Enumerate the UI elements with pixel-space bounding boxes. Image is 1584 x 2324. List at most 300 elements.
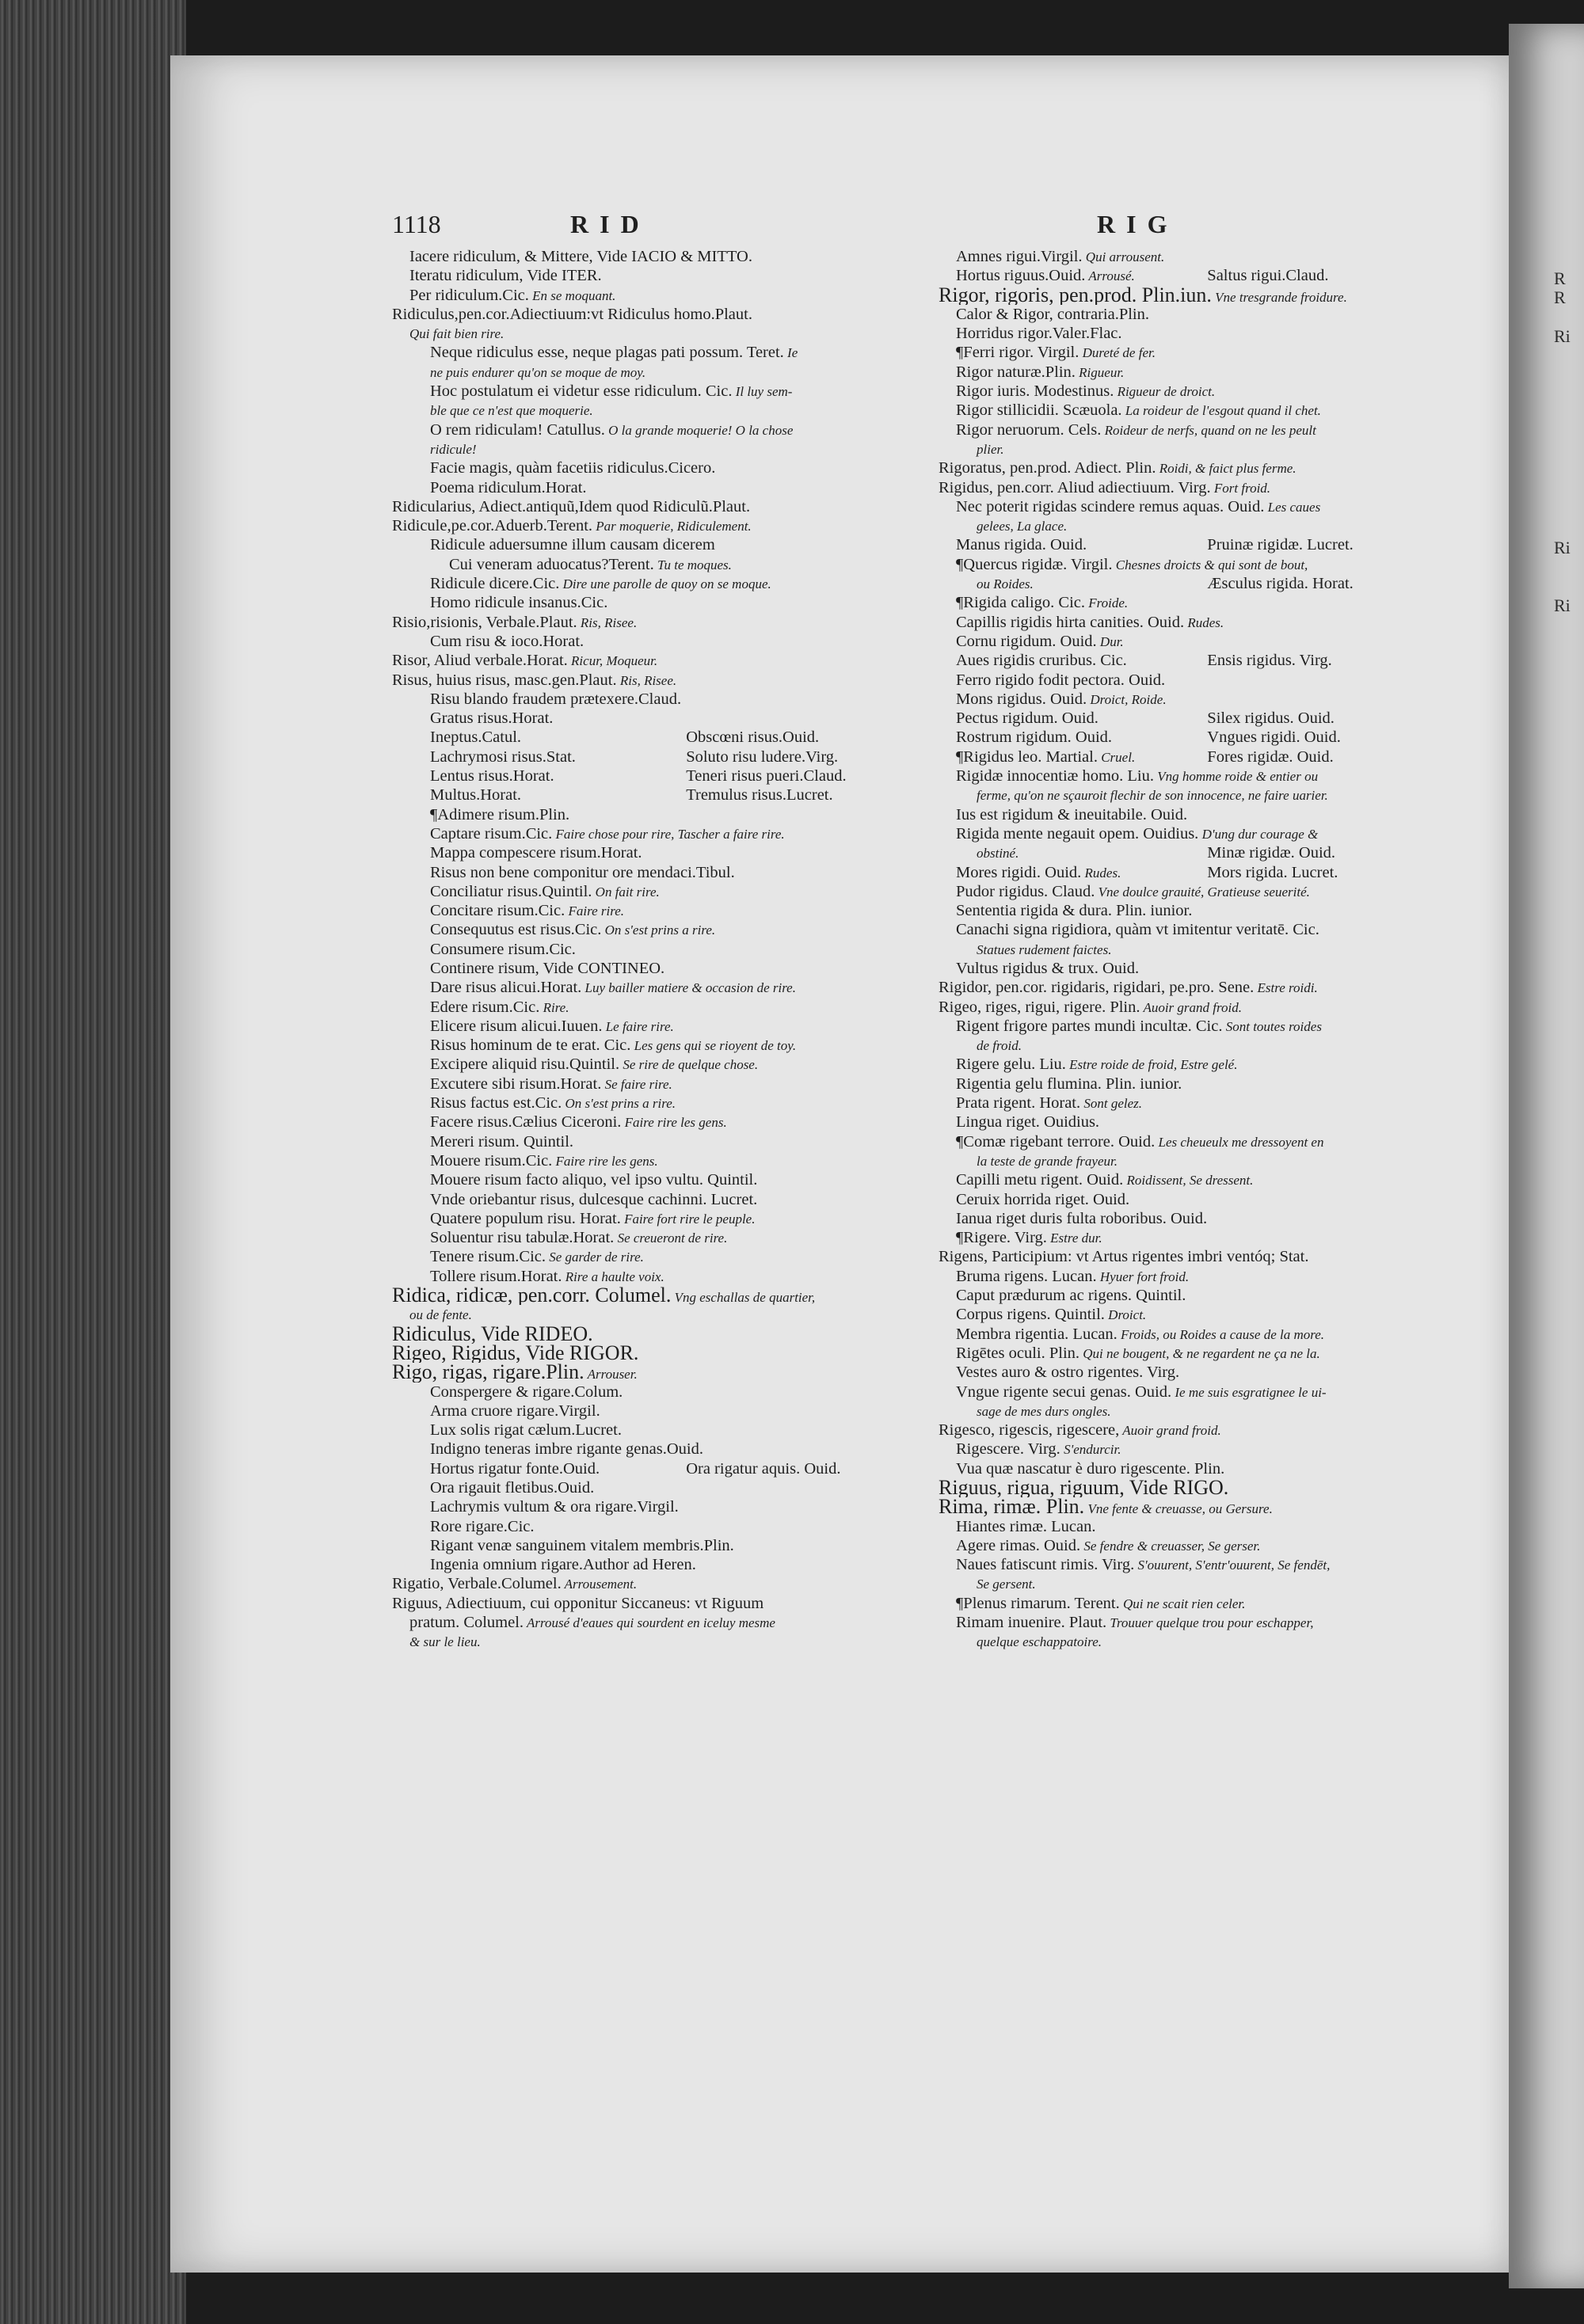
dictionary-line: [939, 1536, 1402, 1555]
dictionary-line: [392, 305, 899, 324]
latin-text: ¶Ferri rigor. Virgil.: [956, 344, 1079, 362]
french-gloss: Se rire de quelque chose.: [619, 1057, 759, 1073]
dictionary-line: [392, 363, 899, 382]
french-gloss: ne puis endurer qu'on se moque de moy.: [430, 364, 646, 380]
dictionary-line: [939, 1017, 1402, 1036]
latin-text: Ferro rigido fodit pectora. Ouid.: [956, 671, 1166, 689]
dictionary-line: [392, 1132, 899, 1151]
french-gloss: Le faire rire.: [602, 1018, 674, 1034]
french-gloss: Faire rire les gens.: [552, 1153, 658, 1169]
margin-letter: [1554, 308, 1571, 327]
dictionary-line: [939, 555, 1402, 574]
french-gloss: Ie me suis esgratignee le ui-: [1171, 1384, 1327, 1400]
french-gloss: Dur.: [1096, 633, 1124, 649]
latin-text: Iteratu ridiculum, Vide ITER.: [409, 267, 602, 285]
dictionary-line: [939, 439, 1402, 458]
margin-letter: [1554, 404, 1571, 423]
french-gloss: Roidissent, Se dressent.: [1123, 1173, 1254, 1189]
french-gloss: gelees, La glace.: [977, 519, 1068, 534]
latin-text: Ridicularius, Adiect.antiquũ,Idem quod Ridiculũ.Plaut.: [392, 497, 751, 515]
dictionary-line: [392, 1094, 899, 1113]
latin-text-secondary: Tremulus risus.Lucret.: [686, 786, 833, 804]
dictionary-line: [939, 1325, 1402, 1344]
latin-text-secondary: Ensis rigidus. Virg.: [1207, 652, 1332, 670]
french-gloss: Sont toutes roides: [1222, 1018, 1322, 1034]
latin-text: Rigor iuris. Modestinus.: [956, 382, 1114, 401]
dictionary-line: [392, 882, 899, 901]
latin-text: Rigere gelu. Liu.: [956, 1055, 1066, 1074]
dictionary-line: [939, 978, 1402, 997]
dictionary-line: [392, 1613, 899, 1632]
dictionary-line: [392, 1459, 899, 1478]
latin-text: Rigentia gelu flumina. Plin. iunior.: [956, 1075, 1182, 1093]
french-gloss: Vne tresgrande froidure.: [1211, 289, 1347, 305]
latin-text: Rigor, rigoris, pen.prod. Plin.iun.: [939, 285, 1212, 305]
latin-text: Neque ridiculus esse, neque plagas pati possum. Teret.: [430, 344, 784, 362]
latin-text: Pectus rigidum. Ouid.: [956, 709, 1099, 728]
dictionary-line: [939, 1190, 1402, 1209]
dictionary-line: [392, 843, 899, 862]
latin-text: Pudor rigidus. Claud.: [956, 882, 1095, 900]
dictionary-line: [392, 1209, 899, 1228]
latin-text: Soluentur risu tabulæ.Horat.: [430, 1229, 615, 1247]
latin-text: Capilli metu rigent. Ouid.: [956, 1171, 1124, 1189]
french-gloss: Dureté de fer.: [1079, 345, 1156, 361]
latin-text-secondary: Fores rigidæ. Ouid.: [1207, 747, 1334, 766]
latin-text: Rigor naturæ.Plin.: [956, 363, 1076, 381]
french-gloss: sage de mes durs ongles.: [977, 1403, 1111, 1419]
latin-text: Hortus rigatur fonte.Ouid.: [430, 1459, 600, 1478]
latin-text: Aues rigidis cruribus. Cic.: [956, 652, 1127, 670]
latin-text: Lachrymis vultum & ora rigare.Virgil.: [430, 1498, 679, 1516]
dictionary-line: [392, 1440, 899, 1459]
latin-text: Per ridiculum.Cic.: [409, 286, 529, 304]
french-gloss: On s'est prins a rire.: [601, 922, 716, 938]
dictionary-line: [392, 1574, 899, 1593]
book-edge: [0, 0, 186, 2324]
dictionary-line: [392, 901, 899, 920]
french-gloss: Faire chose pour rire, Tascher a faire rire.: [552, 826, 785, 842]
dictionary-line: [939, 1305, 1402, 1324]
latin-text: Lux solis rigat cælum.Lucret.: [430, 1421, 622, 1440]
dictionary-line: [939, 1421, 1402, 1440]
latin-text: Rigeo, riges, rigui, rigere. Plin.: [939, 998, 1140, 1016]
dictionary-line: [392, 1497, 899, 1516]
latin-text-secondary: Vngues rigidi. Ouid.: [1207, 728, 1341, 747]
latin-text: Tollere risum.Horat.: [430, 1267, 562, 1285]
latin-text: Facere risus.Cælius Ciceroni.: [430, 1113, 622, 1132]
latin-text: Mereri risum. Quintil.: [430, 1132, 574, 1151]
margin-letter: [1554, 519, 1571, 538]
latin-text: Rigeo, Rigidus, Vide RIGOR.: [392, 1343, 639, 1364]
dictionary-line: [392, 1036, 899, 1055]
margin-letter: [1554, 346, 1571, 365]
dictionary-line: [939, 1497, 1402, 1516]
dictionary-line: [392, 940, 899, 959]
latin-text: Risu blando fraudem prætexere.Claud.: [430, 690, 682, 708]
latin-text: ¶Adimere risum.Plin.: [430, 805, 570, 823]
dictionary-line: [939, 1151, 1402, 1170]
latin-text-secondary: Æsculus rigida. Horat.: [1207, 575, 1354, 593]
dictionary-line: [392, 1363, 899, 1382]
latin-text: Vngue rigente secui genas. Ouid.: [956, 1383, 1172, 1401]
french-gloss: Rire.: [539, 999, 569, 1015]
french-gloss: Rire a haulte voix.: [562, 1269, 664, 1284]
latin-text: Rigida mente negauit opem. Ouidius.: [956, 824, 1199, 842]
dictionary-line: [392, 1555, 899, 1574]
latin-text: Capillis rigidis hirta canities. Ouid.: [956, 613, 1185, 631]
latin-text: Nec poterit rigidas scindere remus aquas. Ouid.: [956, 497, 1265, 515]
latin-text: Rigo, rigas, rigare.Plin.: [392, 1363, 584, 1383]
dictionary-line: [939, 1402, 1402, 1421]
french-gloss: ou Roides.: [977, 576, 1034, 592]
french-gloss: Les caues: [1264, 499, 1321, 515]
latin-text: Canachi signa rigidiora, quàm vt imitentur veritatē. Cic.: [956, 921, 1319, 939]
french-gloss: Vng eschallas de quartier,: [671, 1290, 816, 1306]
latin-text: Hiantes rimæ. Lucan.: [956, 1517, 1096, 1535]
dictionary-line: [939, 632, 1402, 651]
latin-text: Rima, rimæ. Plin.: [939, 1497, 1085, 1517]
latin-text: Cornu rigidum. Ouid.: [956, 632, 1097, 650]
latin-text: Rigatio, Verbale.Columel.: [392, 1575, 562, 1593]
latin-text-secondary: Silex rigidus. Ouid.: [1207, 709, 1335, 728]
french-gloss: Statues rudement faictes.: [977, 941, 1112, 957]
dictionary-line: [392, 497, 899, 516]
latin-text-secondary: Saltus rigui.Claud.: [1207, 267, 1329, 285]
dictionary-line: [392, 920, 899, 939]
dictionary-line: [392, 1325, 899, 1344]
french-gloss: Ricur, Moqueur.: [567, 653, 658, 669]
latin-text: Concitare risum.Cic.: [430, 902, 565, 920]
dictionary-line: [939, 1594, 1402, 1613]
french-gloss: Par moquerie, Ridiculement.: [592, 519, 752, 534]
dictionary-line: [939, 1613, 1402, 1632]
french-gloss: Qui arrousent.: [1082, 249, 1165, 264]
dictionary-line: [392, 382, 899, 401]
french-gloss: ferme, qu'on ne sçauroit flechir de son innocence, ne faire uarier.: [977, 788, 1328, 804]
dictionary-line: [939, 1574, 1402, 1593]
dictionary-line: [939, 1267, 1402, 1286]
french-gloss: S'endurcir.: [1060, 1442, 1121, 1458]
dictionary-line: [939, 247, 1402, 266]
latin-text: Iacere ridiculum, & Mittere, Vide IACIO & MITTO.: [409, 248, 752, 265]
adjacent-page-edge: [1509, 24, 1584, 2288]
dictionary-line: [392, 998, 899, 1017]
latin-text: Indigno teneras imbre rigante genas.Ouid.: [430, 1440, 703, 1459]
margin-letter: Ri: [1554, 595, 1571, 616]
latin-text: pratum. Columel.: [409, 1614, 524, 1632]
dictionary-line: [939, 882, 1402, 901]
dictionary-line: [939, 1344, 1402, 1363]
dictionary-line: [392, 286, 899, 305]
dictionary-line: [939, 709, 1402, 728]
latin-text: Rigescere. Virg.: [956, 1440, 1060, 1459]
dictionary-line: [392, 690, 899, 709]
dictionary-line: [392, 613, 899, 632]
french-gloss: Ie: [783, 345, 798, 361]
dictionary-line: [939, 516, 1402, 535]
french-gloss: Rigueur de droict.: [1114, 384, 1216, 400]
dictionary-line: [939, 382, 1402, 401]
dictionary-line: [392, 1478, 899, 1497]
french-gloss: Faire fort rire le peuple.: [620, 1211, 756, 1227]
dictionary-line: [939, 1632, 1402, 1651]
margin-letter: R: [1554, 287, 1566, 308]
french-gloss: Il luy sem-: [732, 384, 793, 400]
french-gloss: & sur le lieu.: [409, 1634, 481, 1650]
french-gloss: Arrouser.: [584, 1367, 638, 1383]
latin-text-secondary: Obscœni risus.Ouid.: [686, 728, 820, 747]
latin-text: Rigor stillicidii. Scæuola.: [956, 401, 1122, 420]
latin-text: Risus factus est.Cic.: [430, 1094, 562, 1113]
french-gloss: de froid.: [977, 1038, 1022, 1054]
french-gloss: Chesnes droicts & qui sont de bout,: [1112, 557, 1308, 572]
french-gloss: Tu te moques.: [653, 557, 732, 572]
page-number: 1118: [392, 210, 441, 238]
dictionary-line: [392, 420, 899, 439]
right-column: [939, 247, 1402, 1652]
margin-letter: Ri: [1554, 538, 1571, 558]
dictionary-line: [939, 1132, 1402, 1151]
latin-text: Consumere risum.Cic.: [430, 940, 576, 958]
french-gloss: ble que ce n'est que moquerie.: [430, 403, 593, 419]
latin-text: Risus hominum de te erat. Cic.: [430, 1036, 631, 1055]
french-gloss: D'ung dur courage &: [1198, 826, 1319, 842]
french-gloss: Vne doulce grauité, Gratieuse seuerité.: [1095, 884, 1310, 900]
french-gloss: Rigueur.: [1075, 364, 1125, 380]
french-gloss: Trouuer quelque trou pour eschapper,: [1106, 1615, 1314, 1631]
latin-text: Amnes rigui.Virgil.: [956, 248, 1083, 265]
next-page-margin-letters: [1554, 269, 1571, 615]
latin-text: Rostrum rigidum. Ouid.: [956, 728, 1113, 747]
french-gloss: Estre roide de froid, Estre gelé.: [1065, 1057, 1238, 1073]
latin-text: Rigidæ innocentiæ homo. Liu.: [956, 767, 1154, 785]
dictionary-line: [392, 1190, 899, 1209]
dictionary-line: [392, 1536, 899, 1555]
latin-text: Prata rigent. Horat.: [956, 1094, 1081, 1113]
latin-text: Vnde oriebantur risus, dulcesque cachinni. Lucret.: [430, 1190, 758, 1208]
latin-text: Ingenia omnium rigare.Author ad Heren.: [430, 1556, 696, 1574]
latin-text: Vua quæ nascatur è duro rigescente. Plin.: [956, 1459, 1225, 1478]
latin-text: Multus.Horat.: [430, 786, 522, 804]
margin-letter: R: [1554, 268, 1566, 288]
latin-text: Lingua riget. Ouidius.: [956, 1113, 1100, 1132]
french-gloss: Droict, Roide.: [1087, 691, 1167, 707]
dictionary-line: [392, 458, 899, 477]
french-gloss: Arrousé.: [1085, 268, 1135, 284]
dictionary-line: [392, 1594, 899, 1613]
latin-text: Ridica, ridicæ, pen.corr. Columel.: [392, 1286, 672, 1306]
french-gloss: quelque eschappatoire.: [977, 1634, 1102, 1650]
dictionary-line: [392, 574, 899, 593]
dictionary-line: [939, 785, 1402, 804]
dictionary-line: [939, 998, 1402, 1017]
french-gloss: Ris, Risee.: [577, 614, 638, 630]
latin-text: Rore rigare.Cic.: [430, 1517, 535, 1535]
margin-letter: [1554, 557, 1571, 576]
margin-letter: [1554, 462, 1571, 481]
french-gloss: On s'est prins a rire.: [562, 1096, 676, 1112]
latin-text: ¶Rigere. Virg.: [956, 1229, 1047, 1247]
dictionary-line: [392, 516, 899, 535]
dictionary-line: [939, 1094, 1402, 1113]
dictionary-line: [392, 1113, 899, 1132]
french-gloss: Roidi, & faict plus ferme.: [1156, 461, 1297, 477]
latin-text: Facie magis, quàm facetiis ridiculus.Cicero.: [430, 459, 716, 477]
french-gloss: Hyuer fort froid.: [1096, 1269, 1190, 1284]
latin-text: Cui veneram aduocatus?Terent.: [449, 555, 654, 573]
french-gloss: S'ouurent, S'entr'ouurent, Se fendēt,: [1134, 1558, 1331, 1573]
dictionary-line: [392, 805, 899, 824]
latin-text: Riguus, Adiectiuum, cui opponitur Siccaneus: vt Riguum: [392, 1594, 764, 1612]
french-gloss: Droict.: [1104, 1307, 1147, 1323]
dictionary-line: [939, 959, 1402, 978]
latin-text: Mouere risum.Cic.: [430, 1151, 553, 1170]
latin-text: ¶Quercus rigidæ. Virgil.: [956, 555, 1113, 573]
latin-text: Tenere risum.Cic.: [430, 1248, 546, 1266]
latin-text: Rigētes oculi. Plin.: [956, 1344, 1080, 1362]
dictionary-line: [392, 401, 899, 420]
latin-text: Ora rigauit fletibus.Ouid.: [430, 1479, 595, 1497]
latin-text-secondary: Minæ rigidæ. Ouid.: [1207, 844, 1336, 862]
latin-text: Rigoratus, pen.prod. Adiect. Plin.: [939, 459, 1156, 477]
french-gloss: plier.: [977, 441, 1004, 457]
latin-text: Elicere risum alicui.Iuuen.: [430, 1017, 603, 1035]
dictionary-line: [939, 343, 1402, 362]
latin-text: Captare risum.Cic.: [430, 824, 553, 842]
french-gloss: Se creueront de rire.: [614, 1230, 728, 1246]
french-gloss: obstiné.: [977, 846, 1019, 862]
dictionary-line: [392, 1517, 899, 1536]
french-gloss: Estre dur.: [1046, 1230, 1102, 1246]
latin-text: ¶Comæ rigebant terrore. Ouid.: [956, 1132, 1156, 1151]
dictionary-line: [939, 1055, 1402, 1074]
latin-text-secondary: Pruinæ rigidæ. Lucret.: [1207, 536, 1354, 554]
french-gloss: Faire rire les gens.: [621, 1115, 727, 1131]
dictionary-line: [392, 247, 899, 266]
latin-text: Mouere risum facto aliquo, vel ipso vultu. Quintil.: [430, 1171, 758, 1189]
dictionary-line: [939, 805, 1402, 824]
dictionary-line: [392, 1017, 899, 1036]
latin-text-secondary: Mors rigida. Lucret.: [1207, 863, 1338, 881]
dictionary-line: [939, 1383, 1402, 1402]
dictionary-line: [939, 1478, 1402, 1497]
dictionary-line: [939, 1170, 1402, 1189]
latin-text-secondary: Soluto risu ludere.Virg.: [686, 747, 839, 766]
latin-text: Sententia rigida & dura. Plin. iunior.: [956, 902, 1193, 920]
dictionary-line: [392, 1267, 899, 1286]
latin-text: Rigor neruorum. Cels.: [956, 420, 1102, 439]
latin-text: Manus rigida. Ouid.: [956, 536, 1087, 554]
dictionary-line: [939, 420, 1402, 439]
margin-letter: [1554, 443, 1571, 462]
latin-text: Ius est rigidum & ineuitabile. Ouid.: [956, 805, 1188, 823]
dictionary-line: [939, 1363, 1402, 1382]
margin-letter: [1554, 577, 1571, 596]
french-gloss: Arrousement.: [561, 1577, 638, 1592]
latin-text: Rimam inuenire. Plaut.: [956, 1614, 1107, 1632]
dictionary-line: [939, 651, 1402, 670]
latin-text: ¶Rigida caligo. Cic.: [956, 594, 1086, 612]
latin-text: Excipere aliquid risu.Quintil.: [430, 1055, 620, 1074]
dictionary-line: [939, 671, 1402, 690]
left-running-head: RID: [570, 210, 650, 238]
french-gloss: ridicule!: [430, 441, 477, 457]
dictionary-line: [939, 593, 1402, 612]
dictionary-line: [939, 1459, 1402, 1478]
latin-text: ¶Plenus rimarum. Terent.: [956, 1594, 1120, 1612]
french-gloss: Rudes.: [1081, 865, 1121, 881]
dictionary-line: [392, 978, 899, 997]
latin-text: Ianua riget duris fulta roboribus. Ouid.: [956, 1209, 1208, 1227]
dictionary-line: [939, 478, 1402, 497]
dictionary-line: [939, 690, 1402, 709]
french-gloss: Vng homme roide & entier ou: [1153, 769, 1319, 785]
latin-text: Ceruix horrida riget. Ouid.: [956, 1190, 1130, 1208]
french-gloss: La roideur de l'esgout quand il chet.: [1121, 403, 1321, 419]
french-gloss: Faire rire.: [565, 903, 624, 919]
latin-text: Rigant venæ sanguinem vitalem membris.Plin.: [430, 1536, 734, 1554]
dictionary-line: [392, 439, 899, 458]
french-gloss: Les gens qui se rioyent de toy.: [630, 1038, 797, 1054]
latin-text: Mores rigidi. Ouid.: [956, 863, 1082, 881]
dictionary-line: [392, 1632, 899, 1651]
latin-text: Risus, huius risus, masc.gen.Plaut.: [392, 671, 617, 689]
french-gloss: Se faire rire.: [601, 1076, 672, 1092]
french-gloss: Fort froid.: [1210, 480, 1271, 496]
latin-text-secondary: Teneri risus pueri.Claud.: [686, 767, 847, 785]
dictionary-line: [939, 747, 1402, 766]
latin-text: Rigens, Participium: vt Artus rigentes imbri ventóq; Stat.: [939, 1248, 1309, 1266]
dictionary-line: [939, 920, 1402, 939]
dictionary-line: [939, 535, 1402, 554]
dictionary-line: [939, 458, 1402, 477]
latin-text: Dare risus alicui.Horat.: [430, 979, 582, 997]
french-gloss: Auoir grand froid.: [1140, 999, 1242, 1015]
french-gloss: Froids, ou Roides a cause de la more.: [1117, 1326, 1325, 1342]
french-gloss: Cruel.: [1097, 749, 1136, 765]
latin-text: Conspergere & rigare.Colum.: [430, 1383, 623, 1401]
dictionary-line: [392, 959, 899, 978]
margin-letter: [1554, 365, 1571, 384]
dictionary-line: [939, 1113, 1402, 1132]
french-gloss: Qui fait bien rire.: [409, 326, 505, 342]
dictionary-line: [939, 1036, 1402, 1055]
latin-text: Consequutus est risus.Cic.: [430, 921, 602, 939]
dictionary-line: [392, 671, 899, 690]
dictionary-line: [392, 1286, 899, 1305]
dictionary-line: [939, 613, 1402, 632]
latin-text: Naues fatiscunt rimis. Virg.: [956, 1556, 1135, 1574]
latin-text: Homo ridicule insanus.Cic.: [430, 594, 608, 612]
margin-letter: [1554, 423, 1571, 442]
french-gloss: En se moquant.: [528, 287, 616, 303]
left-column: [392, 247, 899, 1652]
french-gloss: Qui ne scait rien celer.: [1119, 1596, 1246, 1611]
latin-text: Conciliatur risus.Quintil.: [430, 882, 592, 900]
dictionary-line: [939, 1517, 1402, 1536]
latin-text: ¶Rigidus leo. Martial.: [956, 747, 1098, 766]
latin-text: Rigidor, pen.cor. rigidaris, rigidari, pe.pro. Sene.: [939, 979, 1255, 997]
dictionary-line: [392, 766, 899, 785]
french-gloss: Les cheueulx me dressoyent en: [1155, 1134, 1324, 1150]
latin-text: Mappa compescere risum.Horat.: [430, 844, 642, 862]
dictionary-line: [939, 401, 1402, 420]
dictionary-line: [939, 1440, 1402, 1459]
dictionary-line: [392, 593, 899, 612]
right-running-head: RIG: [1097, 210, 1178, 238]
dictionary-line: [392, 1421, 899, 1440]
